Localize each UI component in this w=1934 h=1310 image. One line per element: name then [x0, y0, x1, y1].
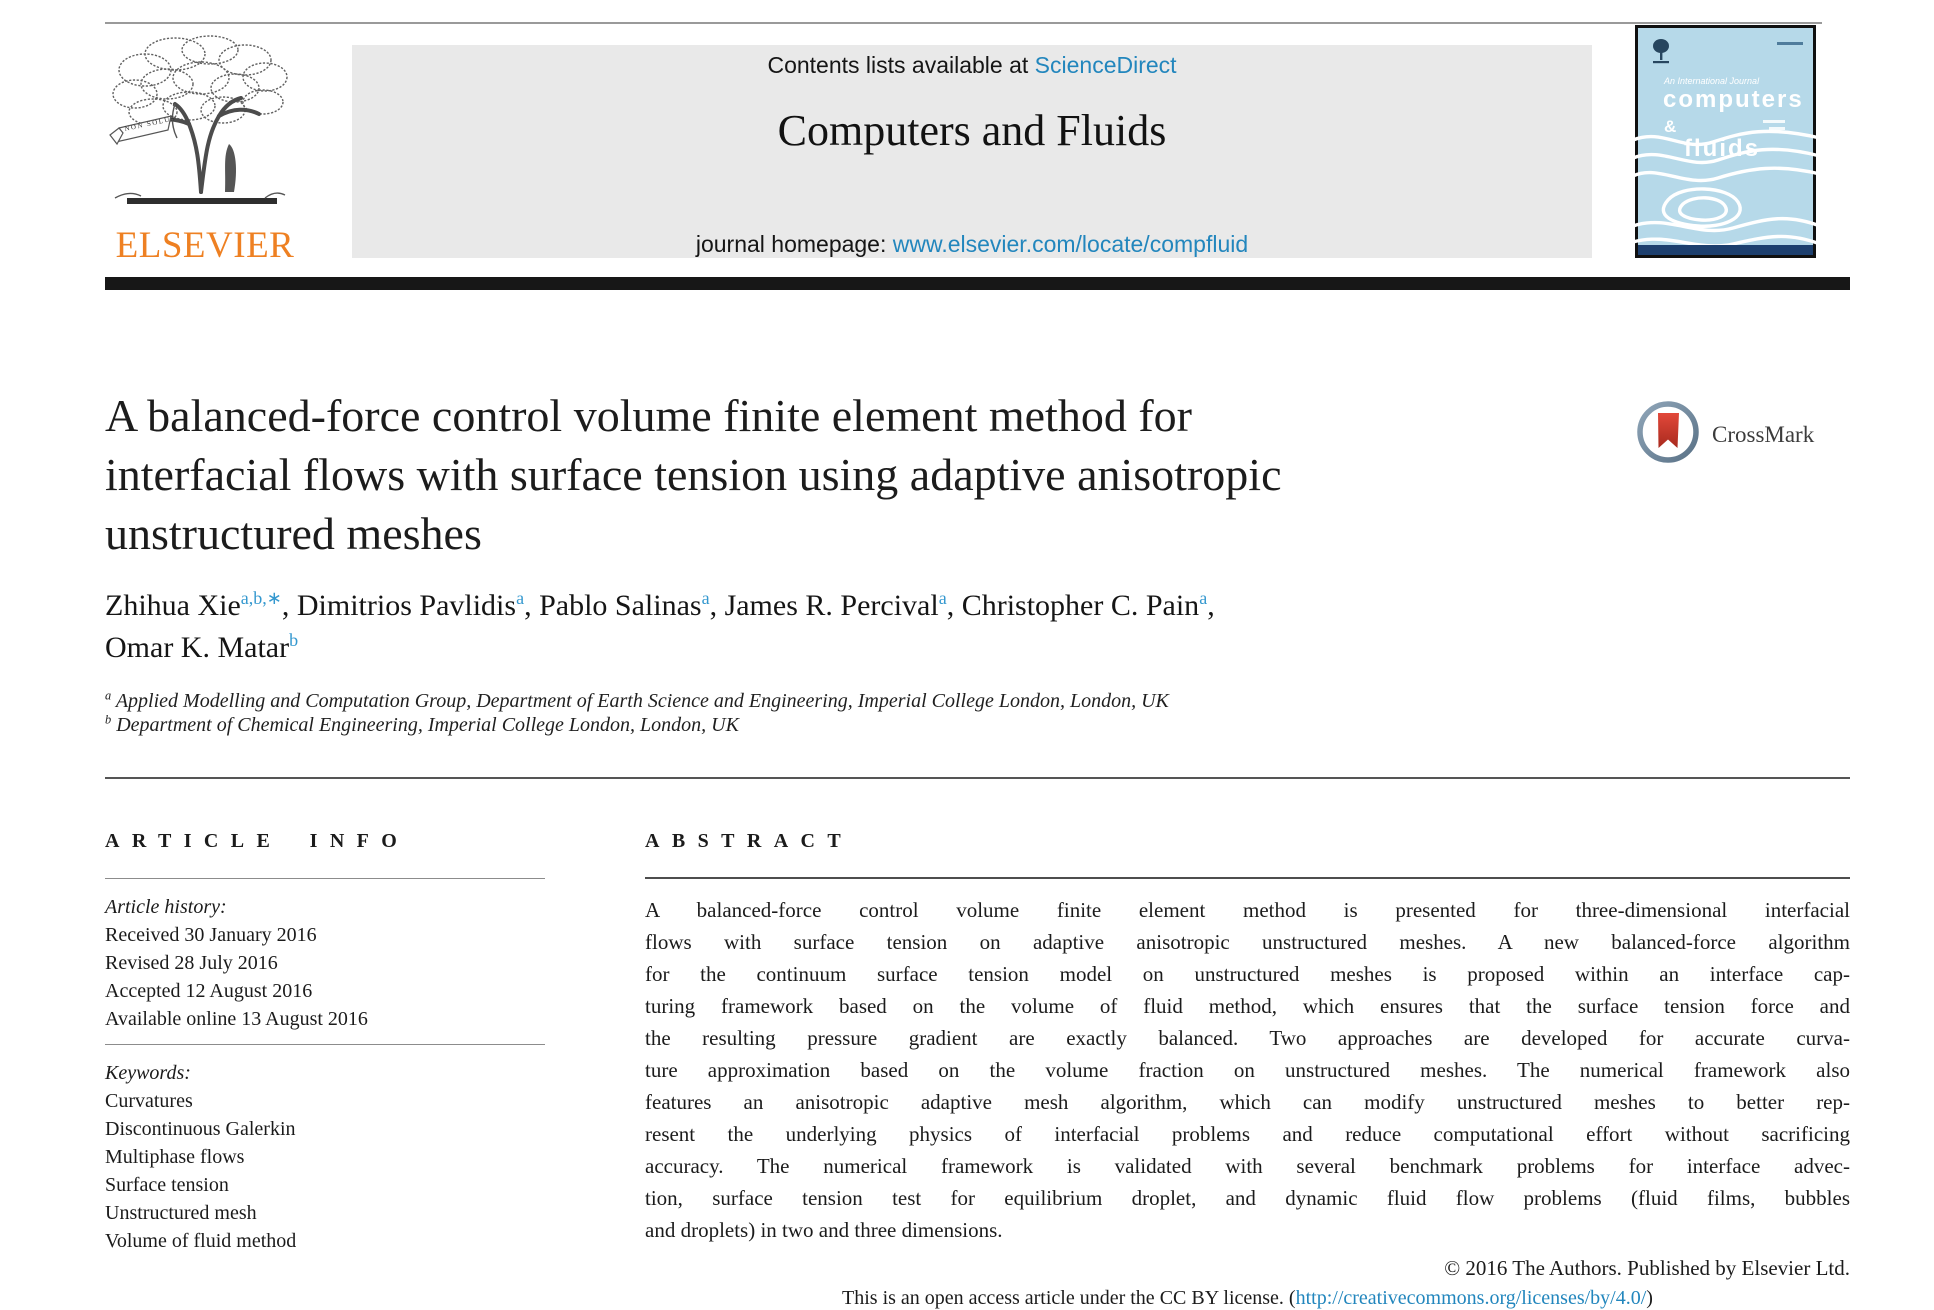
cover-title-fluids: fluids: [1684, 135, 1760, 162]
crossmark-badge[interactable]: [1636, 400, 1896, 466]
abstract-line: flows with surface tension on adaptive anisotropic unstructured meshes. A new balanced-force algorithm: [645, 930, 1850, 954]
keyword: Volume of fluid method: [105, 1230, 297, 1252]
keyword: Multiphase flows: [105, 1146, 245, 1168]
history-revised: Revised 28 July 2016: [105, 952, 278, 974]
abstract-line: for the continuum surface tension model on unstructured meshes is proposed within an interface cap-: [645, 962, 1850, 986]
cover-volume-text: [1763, 120, 1785, 123]
elsevier-tree-icon: [105, 32, 295, 212]
article-history: [105, 893, 565, 1033]
license-prefix: This is an open access article under the CC BY license. (: [842, 1287, 1296, 1309]
section-rule: [105, 777, 1850, 779]
article-info-heading: ARTICLE INFO: [105, 830, 410, 852]
cover-elsevier-emblem-icon: [1650, 38, 1672, 68]
cover-ampersand: &: [1664, 117, 1677, 136]
journal-cover-thumbnail[interactable]: [1635, 25, 1816, 258]
abstract-line: tion, surface tension test for equilibrium droplet, and dynamic fluid flow problems (fluid films, bubbles: [645, 1186, 1850, 1210]
homepage-prefix: journal homepage:: [695, 231, 893, 257]
author: Zhihua Xie$^{a,b,∗}$,: [105, 588, 297, 622]
keyword: Curvatures: [105, 1090, 193, 1112]
author-affil-sup: b: [289, 630, 299, 650]
keyword: Surface tension: [105, 1174, 229, 1196]
author-list: [105, 585, 1665, 669]
author: Pablo Salinas$^a$,: [539, 588, 725, 622]
author: Christopher C. Pain$^a$,: [961, 588, 1215, 622]
sciencedirect-link[interactable]: ScienceDirect: [1034, 52, 1177, 78]
cover-issn-text: [1777, 42, 1803, 45]
keyword: Unstructured mesh: [105, 1202, 257, 1224]
non-solus-banner-text: NON SOLUS: [123, 114, 177, 133]
homepage-line: [352, 231, 1592, 258]
journal-homepage-link[interactable]: www.elsevier.com/locate/compfluid: [892, 231, 1249, 257]
affiliations: [105, 690, 1605, 737]
info-rule: [105, 878, 545, 879]
cover-bottom-bar: [1638, 245, 1813, 255]
history-online: Available online 13 August 2016: [105, 1008, 368, 1030]
cover-subtitle: An International Journal: [1664, 76, 1760, 86]
keyword: Discontinuous Galerkin: [105, 1118, 296, 1140]
keywords-block: [105, 1059, 565, 1255]
elsevier-wordmark: ELSEVIER: [115, 225, 295, 266]
journal-title: Computers and Fluids: [777, 106, 1167, 155]
author-affil-sup: a: [938, 588, 947, 608]
history-received: Received 30 January 2016: [105, 924, 317, 946]
abstract-rule: [645, 877, 1850, 879]
author: Dimitrios Pavlidis$^a$,: [296, 588, 540, 622]
contents-line: [352, 52, 1592, 79]
title-line-1: A balanced-force control volume finite element method for: [105, 390, 1192, 441]
abstract-line: features an anisotropic adaptive mesh algorithm, which can modify unstructured meshes to better rep-: [645, 1090, 1850, 1114]
keywords-label: Keywords:: [105, 1062, 191, 1084]
crossmark-label: CrossMark: [1712, 422, 1815, 447]
abstract-line: turing framework based on the volume of fluid method, which ensures that the surface tension force and: [645, 994, 1850, 1018]
abstract-line: resent the underlying physics of interfacial problems and reduce computational effort without sacrificing: [645, 1122, 1850, 1146]
abstract-line: and droplets) in two and three dimensions.: [645, 1218, 1003, 1242]
abstract-heading: ABSTRACT: [645, 830, 854, 852]
abstract-line: ture approximation based on the volume fraction on unstructured meshes. The numerical framework also: [645, 1058, 1850, 1082]
copyright-line: © 2016 The Authors. Published by Elsevier Ltd.: [1444, 1256, 1850, 1280]
abstract-line: A balanced-force control volume finite element method is presented for three-dimensional interfacial: [645, 898, 1850, 922]
title-line-3: unstructured meshes: [105, 508, 482, 559]
separator-bar: [105, 277, 1850, 290]
article-history-label: Article history:: [105, 896, 227, 918]
cc-by-license-link[interactable]: http://creativecommons.org/licenses/by/4.0/: [1295, 1287, 1647, 1309]
history-accepted: Accepted 12 August 2016: [105, 980, 313, 1002]
crossmark-icon: [1636, 400, 1700, 464]
affiliation-a: $^a$ Applied Modelling and Computation Group, Department of Earth Science and Engineering, Imperial College London, London, UK: [105, 688, 1169, 712]
elsevier-logo-block: [105, 32, 305, 264]
author-affil-sup: a: [516, 588, 525, 608]
author-affil-sup: a: [701, 588, 710, 608]
cover-title-computers: computers: [1663, 86, 1804, 113]
tree-figure: [225, 144, 236, 192]
top-rule: [105, 22, 1822, 24]
info-rule: [105, 1044, 545, 1045]
author-affil-sup: a: [1199, 588, 1208, 608]
contents-prefix: Contents lists available at: [767, 52, 1035, 78]
journal-header-box: [352, 45, 1592, 258]
author: James R. Percival$^a$,: [724, 588, 962, 622]
author-affil-sup: a,b,∗: [240, 588, 282, 608]
abstract-line: accuracy. The numerical framework is validated with several benchmark problems for interface advec-: [645, 1154, 1850, 1178]
article-title: [105, 386, 1595, 563]
author: Omar K. Matar$^b$: [105, 630, 299, 664]
affiliation-b: $^b$ Department of Chemical Engineering, Imperial College London, London, UK: [105, 711, 739, 736]
license-suffix: ): [1646, 1287, 1653, 1309]
license-line: [645, 1287, 1850, 1310]
cover-contour-art: [1638, 128, 1815, 249]
abstract-line: the resulting pressure gradient are exactly balanced. Two approaches are developed for accurate curva-: [645, 1026, 1850, 1050]
title-line-2: interfacial flows with surface tension using adaptive anisotropic: [105, 449, 1282, 500]
abstract-text: [645, 894, 1850, 1246]
